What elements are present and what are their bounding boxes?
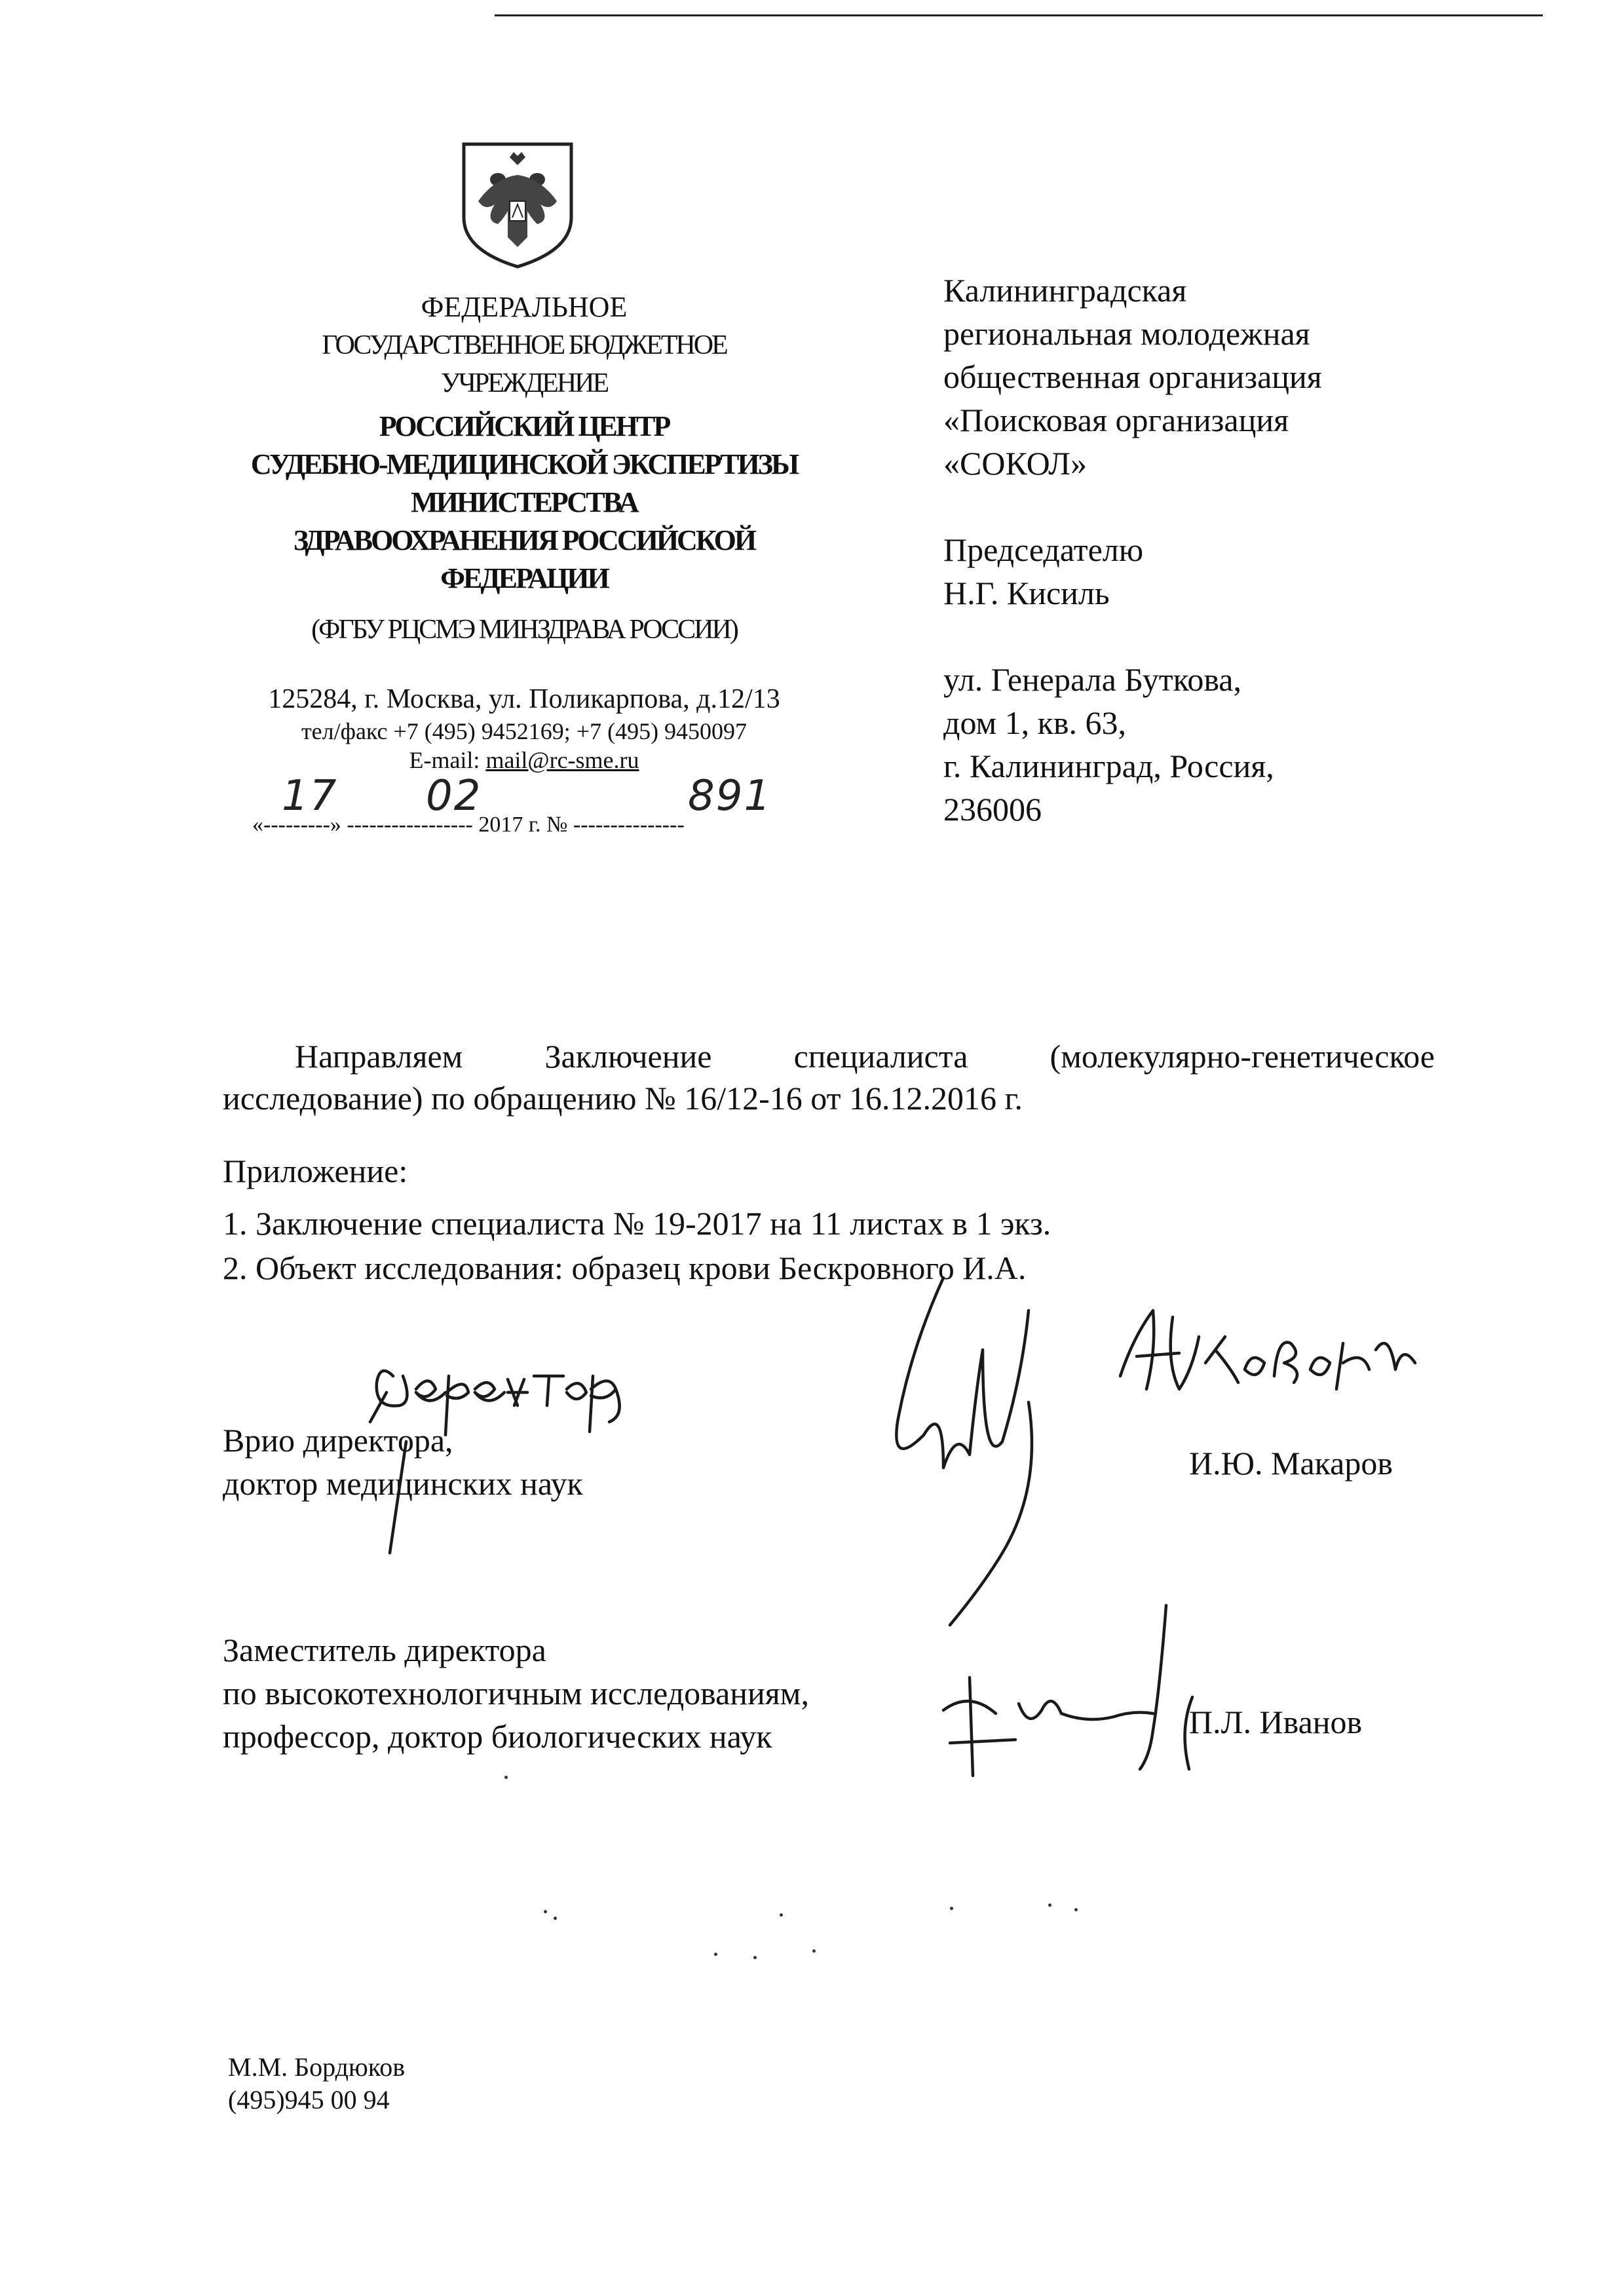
org-name-line: ФЕДЕРАЦИИ	[440, 562, 608, 594]
deputy-title-line: по высокотехнологичным исследованиям,	[223, 1675, 809, 1712]
org-name-line: СУДЕБНО-МЕДИЦИНСКОЙ ЭКСПЕРТИЗЫ	[250, 448, 798, 480]
sender-email-line	[197, 746, 852, 775]
sender-organization-block	[197, 288, 852, 649]
recipient-org-line: региональная молодежная	[943, 315, 1310, 352]
sender-phones: тел/факс +7 (495) 9452169; +7 (495) 9450097	[301, 718, 748, 744]
org-abbreviation: (ФГБУ РЦСМЭ МИНЗДРАВА РОССИИ)	[311, 615, 737, 645]
recipient-address-line: ул. Генерала Буткова,	[943, 661, 1241, 698]
recipient-block	[943, 269, 1322, 831]
recipient-org-line: общественная организация	[943, 358, 1322, 395]
email-link[interactable]: mail@rc-sme.ru	[485, 747, 639, 773]
recipient-org-line: «СОКОЛ»	[943, 445, 1088, 482]
executor-phone: (495)945 00 94	[228, 2085, 390, 2114]
recipient-org-line: Калининградская	[943, 272, 1187, 309]
top-border-line	[495, 14, 1543, 16]
russian-coat-of-arms-icon	[459, 139, 577, 270]
registration-line: «---------» ----------------- 2017 г. № ---------------	[252, 813, 685, 837]
registration-month: 02	[426, 772, 482, 820]
deputy-signature-image	[930, 1599, 1271, 1815]
deputy-title-line: Заместитель директора	[223, 1632, 546, 1668]
executor-block	[228, 2051, 405, 2116]
org-type-line: УЧРЕЖДЕНИЕ	[440, 368, 608, 398]
deputy-title	[223, 1628, 809, 1758]
body-paragraph-line2: исследование) по обращению № 16/12-16 от 16.12.2016 г.	[223, 1080, 1023, 1117]
deputy-name: П.Л. Иванов	[1189, 1704, 1363, 1740]
email-label: E-mail:	[409, 747, 486, 773]
body-paragraph-line1	[223, 1035, 1435, 1077]
body-word: Заключение	[544, 1038, 712, 1075]
recipient-address-line: дом 1, кв. 63,	[943, 704, 1127, 741]
org-name-line: ЗДРАВООХРАНЕНИЯ РОССИЙСКОЙ	[293, 524, 755, 556]
annex-title: Приложение:	[223, 1153, 408, 1189]
annex-item: 2. Объект исследования: образец крови Бескровного И.А.	[223, 1250, 1027, 1286]
recipient-address-line: 236006	[943, 791, 1042, 828]
recipient-name: Н.Г. Кисиль	[943, 575, 1110, 611]
annex-item: 1. Заключение специалиста № 19-2017 на 11 листах в 1 экз.	[223, 1205, 1051, 1242]
director-title-line: Врио директора,	[223, 1422, 453, 1459]
org-type-line: ФЕДЕРАЛЬНОЕ	[421, 291, 628, 323]
org-type-line: ГОСУДАРСТВЕННОЕ БЮДЖЕТНОЕ	[322, 330, 727, 360]
director-signature-initials	[1107, 1297, 1422, 1415]
director-title-line: доктор медицинских наук	[223, 1465, 583, 1502]
recipient-address-line: г. Калининград, Россия,	[943, 748, 1274, 784]
recipient-position: Председателю	[943, 531, 1144, 568]
org-name-line: МИНИСТЕРСТВА	[411, 486, 637, 518]
handwritten-director-note	[367, 1337, 642, 1553]
registration-day: 17	[282, 772, 338, 820]
registration-number: 891	[688, 772, 772, 820]
director-name: И.Ю. Макаров	[1189, 1445, 1393, 1482]
executor-name: М.М. Бордюков	[228, 2052, 406, 2082]
recipient-org-line: «Поисковая организация	[943, 402, 1289, 438]
deputy-title-line: профессор, доктор биологических наук	[223, 1718, 772, 1755]
body-word: Направляем	[295, 1038, 463, 1075]
body-word: (молекулярно-генетическое	[1050, 1038, 1435, 1075]
org-name-line: РОССИЙСКИЙ ЦЕНТР	[379, 410, 670, 442]
letter-body	[223, 1035, 1435, 1119]
body-word: специалиста	[793, 1038, 968, 1075]
sender-contacts	[197, 681, 852, 775]
sender-address: 125284, г. Москва, ул. Поликарпова, д.12/13	[268, 684, 780, 714]
